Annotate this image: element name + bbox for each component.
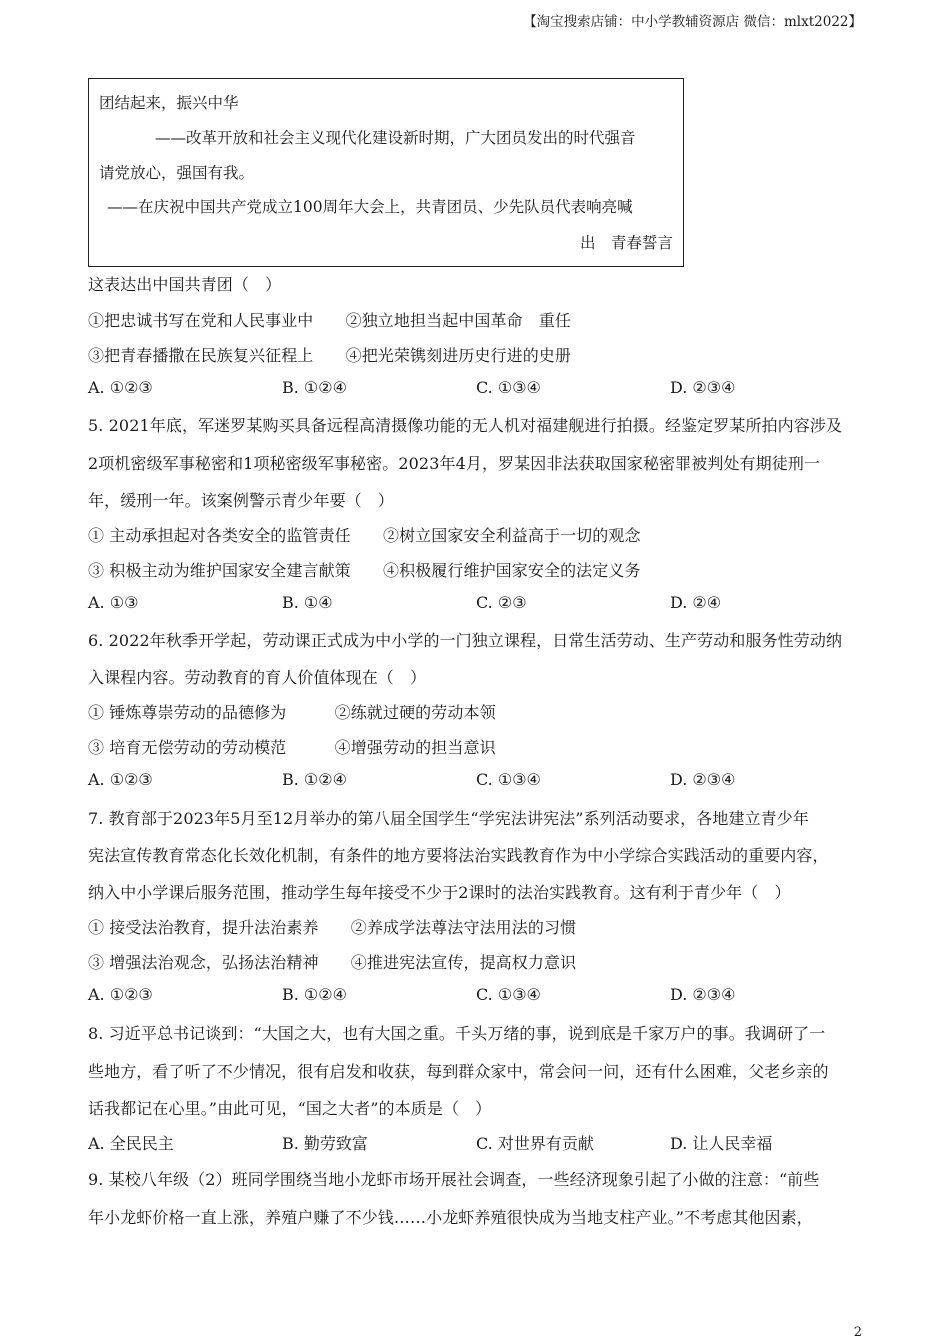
option-b[interactable]: B. ①②④ <box>282 378 347 397</box>
question-text: 话我都记在心里。”由此可见，“国之大者”的本质是（ ） <box>88 1099 492 1118</box>
statement-line: ③ 积极主动为维护国家安全建言献策 ④积极履行维护国家安全的法定义务 <box>88 561 641 580</box>
question-text: 2项机密级军事秘密和1项秘密级军事秘密。2023年4月，罗某因非法获取国家秘密罪被判处有期徒刑一 <box>88 454 821 473</box>
option-b[interactable]: B. 勤劳致富 <box>282 1134 368 1153</box>
statement-line: ①把忠诚书写在党和人民事业中 ②独立地担当起中国革命 重任 <box>88 311 572 330</box>
statement-line: ① 锤炼尊崇劳动的品德修为 ②练就过硬的劳动本领 <box>88 703 496 722</box>
question-text: 入课程内容。劳动教育的育人价值体现在（ ） <box>88 668 427 687</box>
option-b[interactable]: B. ①④ <box>282 593 333 612</box>
question-text: 宪法宣传教育常态化长效化机制，有条件的地方要将法治实践教育作为中小学综合实践活动的重要内容， <box>88 846 829 865</box>
question-text: 6. 2022年秋季开学起，劳动课正式成为中小学的一门独立课程，日常生活劳动、生产劳动和服务性劳动纳 <box>88 631 843 650</box>
question-text: 5. 2021年底，军迷罗某购买具备远程高清摄像功能的无人机对福建舰进行拍摄。经鉴定罗某所拍内容涉及 <box>88 416 843 435</box>
statement-line: ③把青春播撒在民族复兴征程上 ④把光荣镌刻进历史行进的史册 <box>88 346 572 365</box>
statement-line: ③ 培育无偿劳动的劳动模范 ④增强劳动的担当意识 <box>88 738 496 757</box>
question-text: 年，缓刑一年。该案例警示青少年要（ ） <box>88 491 394 510</box>
question-text: 7. 教育部于2023年5月至12月举办的第八届全国学生“学宪法讲宪法”系列活动要求，各地建立青少年 <box>88 809 809 828</box>
question-text: 9. 某校八年级（2）班同学围绕当地小龙虾市场开展社会调查，一些经济现象引起了小做的注意：“前些 <box>88 1170 820 1189</box>
statement-line: ③ 增强法治观念，弘扬法治精神 ④推进宪法宣传，提高权力意识 <box>88 953 577 972</box>
option-b[interactable]: B. ①②④ <box>282 770 347 789</box>
option-d[interactable]: D. ②③④ <box>670 378 736 397</box>
option-a[interactable]: A. ①③ <box>88 593 139 612</box>
question-text: 些地方，看了听了不少情况，很有启发和收获，每到群众家中，常会问一问，还有什么困难，父老乡亲的 <box>88 1062 829 1081</box>
option-a[interactable]: A. ①②③ <box>88 378 153 397</box>
option-c[interactable]: C. ①③④ <box>476 985 541 1004</box>
option-c[interactable]: C. ①③④ <box>476 770 541 789</box>
question-stem: 这表达出中国共青团（ ） <box>88 275 282 294</box>
option-b[interactable]: B. ①②④ <box>282 985 347 1004</box>
statement-line: ① 接受法治教育，提升法治素养 ②养成学法尊法守法用法的习惯 <box>88 918 577 937</box>
quote-line: 请党放心，强国有我。 <box>99 164 255 182</box>
option-a[interactable]: A. 全民民主 <box>88 1134 174 1153</box>
quote-box <box>88 78 684 267</box>
option-a[interactable]: A. ①②③ <box>88 985 153 1004</box>
option-c[interactable]: C. ①③④ <box>476 378 541 397</box>
option-d[interactable]: D. ②④ <box>670 593 722 612</box>
question-text: 纳入中小学课后服务范围，推动学生每年接受不少于2课时的法治实践教育。这有利于青少年（ ） <box>88 883 791 902</box>
question-text: 8. 习近平总书记谈到：“大国之大，也有大国之重。千头万绪的事，说到底是千家万户的事。我调研了一 <box>88 1024 826 1043</box>
option-d[interactable]: D. ②③④ <box>670 770 736 789</box>
option-a[interactable]: A. ①②③ <box>88 770 153 789</box>
option-d[interactable]: D. 让人民幸福 <box>670 1134 773 1153</box>
option-c[interactable]: C. ②③ <box>476 593 527 612</box>
question-text: 年小龙虾价格一直上涨，养殖户赚了不少钱……小龙虾养殖很快成为当地支柱产业。”不考虑其他因素， <box>88 1208 813 1227</box>
quote-line: ——改革开放和社会主义现代化建设新时期，广大团员发出的时代强音 <box>155 129 636 147</box>
page-number: 2 <box>853 1325 862 1340</box>
option-c[interactable]: C. 对世界有贡献 <box>476 1134 594 1153</box>
quote-line: ——在庆祝中国共产党成立100周年大会上，共青团员、少先队员代表响亮喊 <box>107 198 633 216</box>
option-d[interactable]: D. ②③④ <box>670 985 736 1004</box>
quote-line: 出 青春誓言 <box>579 234 673 252</box>
quote-line: 团结起来，振兴中华 <box>99 94 239 112</box>
page-header: 【淘宝搜索店铺：中小学教辅资源店 微信：mlxt2022】 <box>523 14 862 30</box>
statement-line: ① 主动承担起对各类安全的监管责任 ②树立国家安全利益高于一切的观念 <box>88 526 641 545</box>
